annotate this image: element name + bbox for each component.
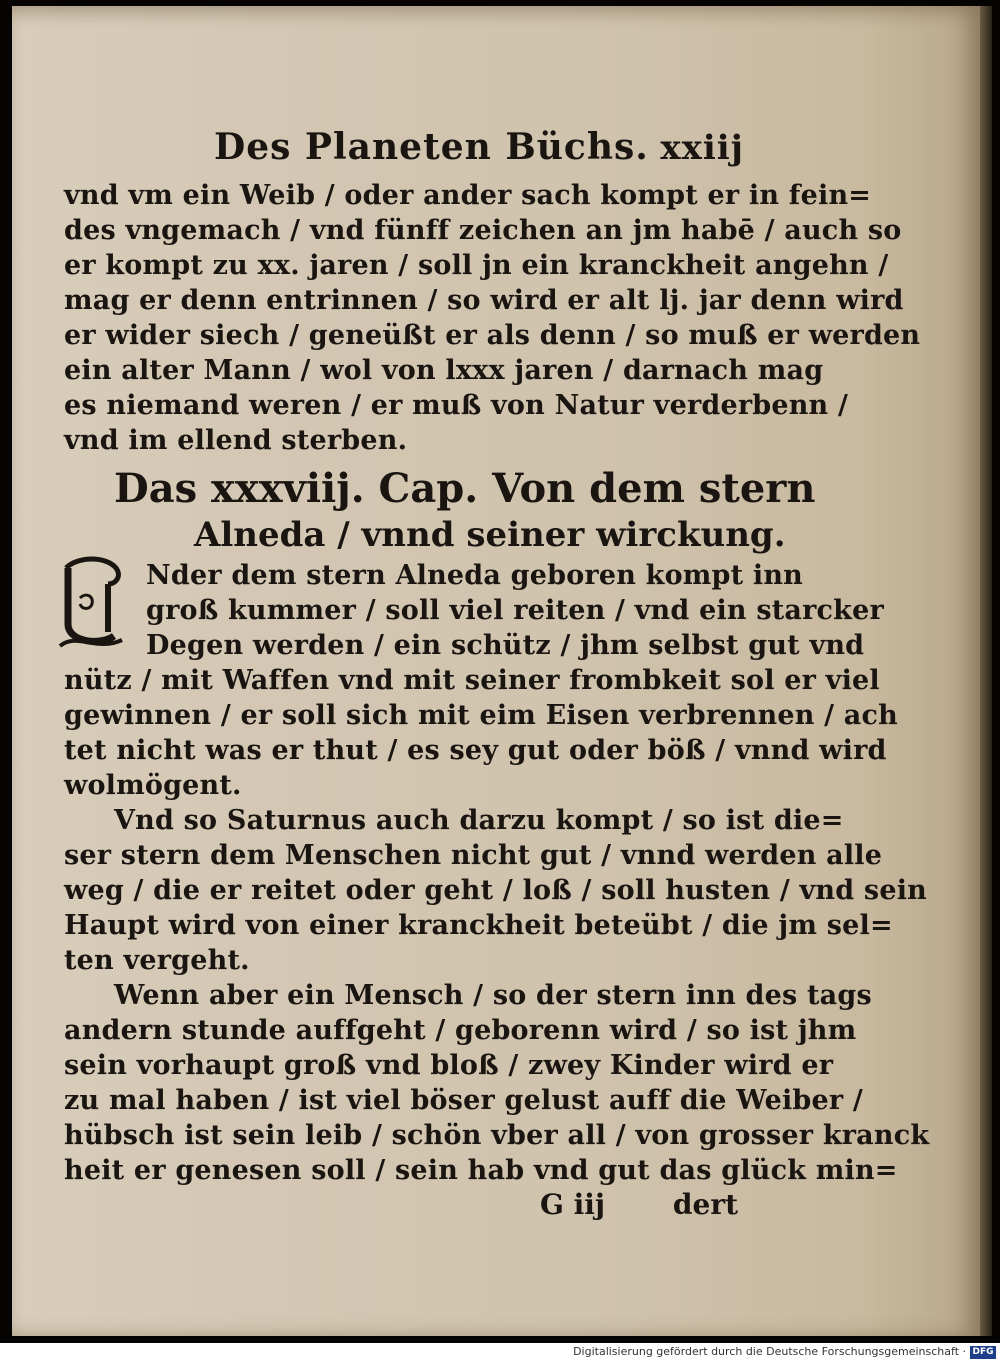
funding-credit: Digitalisierung gefördert durch die Deutsche Forschungsgemeinschaft ·: [573, 1345, 966, 1358]
text-line: vnd im ellend sterben.: [64, 425, 408, 456]
running-head: [64, 122, 744, 178]
text-line: Haupt wird von einer kranckheit beteübt / die jm sel=: [64, 910, 893, 941]
text-line: er kompt zu xx. jaren / soll jn ein kranckheit angehn /: [64, 250, 889, 281]
footer-bar: [0, 1343, 1000, 1363]
text-line: des vngemach / vnd fünff zeichen an jm habē / auch so: [64, 215, 902, 246]
text-line: mag er denn entrinnen / so wird er alt lj. jar denn wird: [64, 285, 904, 316]
signature-mark: G iij: [540, 1188, 606, 1221]
text-line: hübsch ist sein leib / schön vber all / von grosser kranck: [64, 1120, 930, 1151]
text-line: Nder dem stern Alneda geboren kompt inn: [146, 560, 804, 591]
text-line: weg / die er reitet oder geht / loß / soll husten / vnd sein: [64, 875, 928, 906]
text-line: gewinnen / er soll sich mit eim Eisen verbrennen / ach: [64, 700, 898, 731]
second-paragraph: [64, 803, 928, 978]
page-edge: [980, 6, 992, 1336]
text-line: Vnd so Saturnus auch darzu kompt / so ist die=: [114, 805, 844, 836]
running-title: Des Planeten Büchs.: [214, 126, 649, 168]
text-line: andern stunde auffgeht / geborenn wird / so ist jhm: [64, 1015, 857, 1046]
text-line: tet nicht was er thut / es sey gut oder böß / vnnd wird: [64, 735, 887, 766]
chapter-heading: Das xxxviij. Cap. Von dem stern: [114, 465, 816, 512]
print-area: [64, 122, 930, 1226]
text-line: Degen werden / ein schütz / jhm selbst gut vnd: [146, 630, 865, 661]
first-paragraph: [64, 558, 898, 803]
dfg-logo: DFG: [970, 1346, 996, 1359]
text-line: wolmögent.: [64, 770, 242, 801]
third-paragraph: [64, 978, 930, 1188]
chapter-subheading: Alneda / vnnd seiner wirckung.: [194, 515, 786, 555]
catchword: dert: [672, 1188, 738, 1221]
text-line: sein vorhaupt groß vnd bloß / zwey Kinder wird er: [64, 1050, 834, 1081]
text-line: es niemand weren / er muß von Natur verderbenn /: [64, 390, 849, 421]
text-line: er wider siech / geneüßt er als denn / so muß er werden: [64, 320, 921, 351]
decorated-initial-u: [56, 554, 138, 654]
text-line: groß kummer / soll viel reiten / vnd ein starcker: [146, 595, 884, 626]
text-line: ser stern dem Menschen nicht gut / vnnd werden alle: [64, 840, 883, 871]
signature-line: [64, 1188, 744, 1226]
folio-number: xxiij: [660, 128, 744, 168]
text-block-top: [64, 178, 921, 458]
text-line: ein alter Mann / wol von lxxx jaren / darnach mag: [64, 355, 824, 386]
text-line: Wenn aber ein Mensch / so der stern inn des tags: [114, 980, 872, 1011]
text-line: nütz / mit Waffen vnd mit seiner frombkeit sol er viel: [64, 665, 880, 696]
text-line: zu mal haben / ist viel böser gelust auff die Weiber /: [64, 1085, 863, 1116]
text-line: ten vergeht.: [64, 945, 250, 976]
text-line: heit er genesen soll / sein hab vnd gut das glück min=: [64, 1155, 898, 1186]
text-line: vnd vm ein Weib / oder ander sach kompt er in fein=: [64, 180, 872, 211]
